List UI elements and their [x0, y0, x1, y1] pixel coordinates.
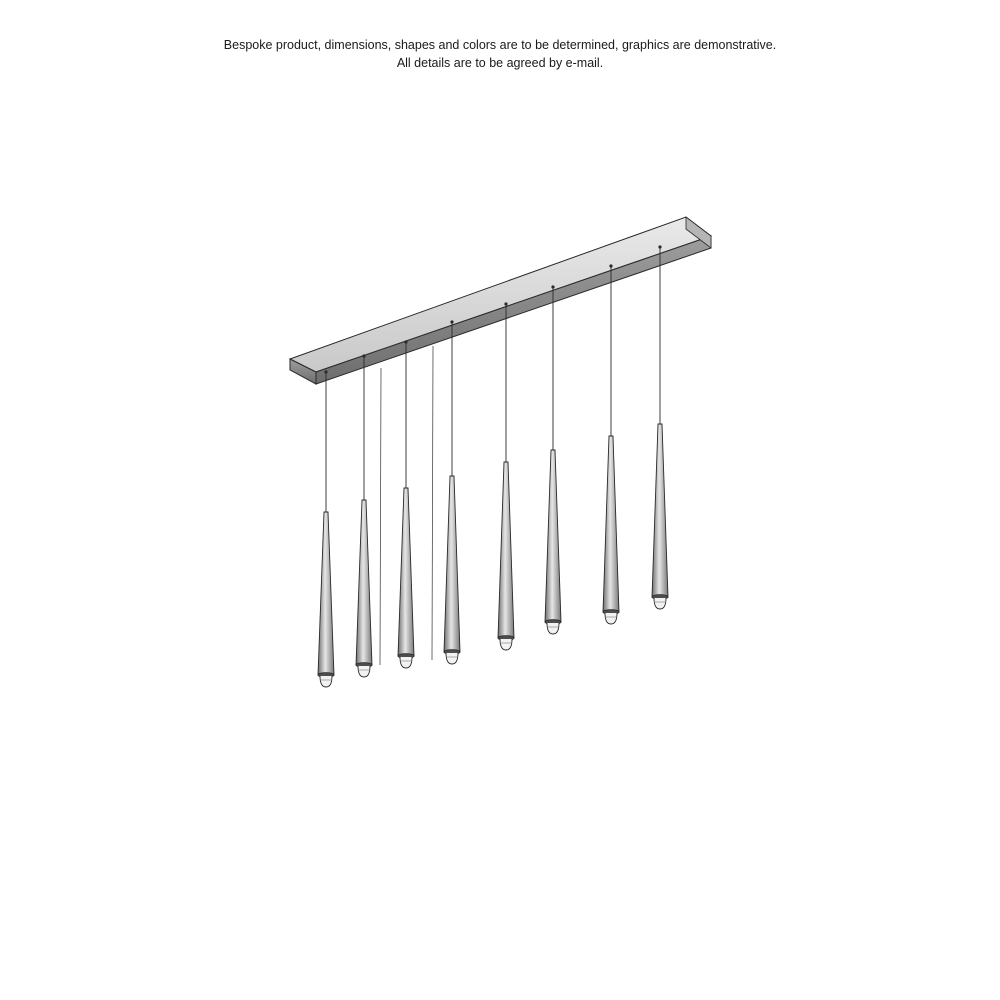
glass-diffuser: [358, 666, 370, 677]
ceiling-canopy: [290, 217, 711, 384]
support-cable: [432, 346, 433, 660]
pendant-lamp: [603, 264, 619, 624]
disclaimer-line-2: All details are to be agreed by e-mail.: [396, 56, 604, 70]
conical-shade: [318, 512, 334, 675]
glass-diffuser: [446, 653, 458, 664]
glass-diffuser: [605, 613, 617, 624]
pendant-lamp: [498, 302, 514, 650]
conical-shade: [603, 436, 619, 612]
pendant-lamp: [398, 340, 414, 668]
pendant-lamp: [444, 320, 460, 664]
support-cable: [380, 368, 381, 665]
pendant-lamp: [356, 354, 372, 677]
canopy-long-side-face: [316, 236, 711, 384]
conical-shade: [498, 462, 514, 638]
pendant-lamp: [545, 285, 561, 634]
conical-shade: [444, 476, 460, 652]
glass-diffuser: [547, 623, 559, 634]
glass-diffuser: [400, 657, 412, 668]
conical-shade: [356, 500, 372, 665]
pendant-lamp: [652, 245, 668, 609]
conical-shade: [545, 450, 561, 622]
disclaimer-line-1: Bespoke product, dimensions, shapes and colors are to be determined, graphics are demonstrative.: [223, 38, 777, 52]
glass-diffuser: [654, 598, 666, 609]
pendant-lamp: [318, 370, 334, 687]
conical-shade: [398, 488, 414, 656]
conical-shade: [652, 424, 668, 597]
glass-diffuser: [320, 676, 332, 687]
canopy-top-face: [290, 217, 711, 372]
glass-diffuser: [500, 639, 512, 650]
